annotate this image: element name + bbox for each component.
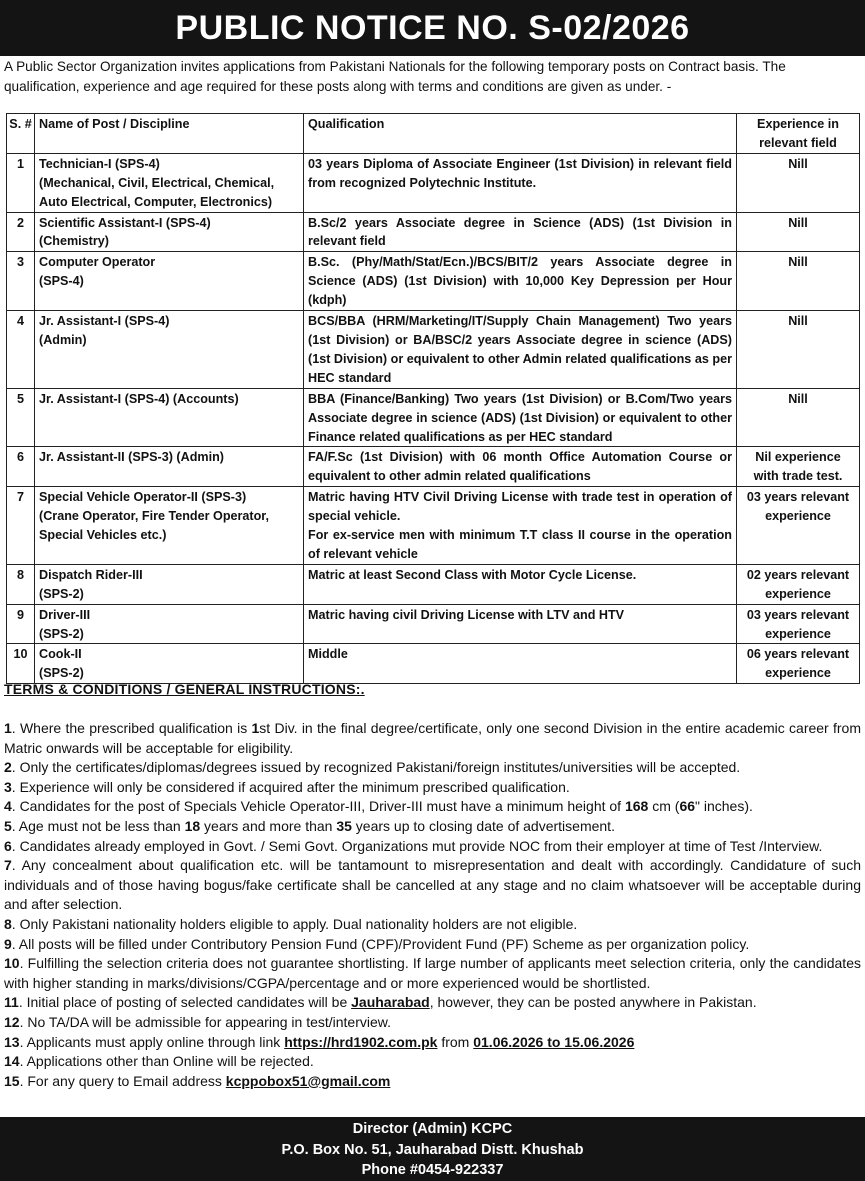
term-text: . Applications other than Online will be rejected.	[19, 1053, 314, 1070]
table-row	[7, 604, 860, 644]
term-number: 11	[4, 994, 19, 1011]
row-qualification	[304, 388, 737, 447]
table-row	[7, 212, 860, 252]
table-row	[7, 644, 860, 684]
post-line: Jr. Assistant-I (SPS-4) (Accounts)	[39, 391, 239, 406]
term-item	[4, 1013, 861, 1033]
row-experience: Nill	[737, 388, 860, 447]
term-text: from	[437, 1033, 474, 1050]
row-post	[35, 252, 304, 311]
footer-address: P.O. Box No. 51, Jauharabad Distt. Khushab	[281, 1141, 584, 1158]
row-experience: Nill	[737, 311, 860, 389]
row-post	[35, 311, 304, 389]
term-item	[4, 837, 861, 857]
term-text: years up to closing date of advertisement.	[351, 817, 615, 834]
term-emphasis: 18	[184, 817, 201, 834]
term-item	[4, 719, 861, 758]
table-row	[7, 447, 860, 487]
row-experience: Nill	[737, 153, 860, 212]
row-sno: 4	[7, 311, 35, 389]
row-sno: 3	[7, 252, 35, 311]
footer-designation: Director (Admin) KCPC	[352, 1121, 513, 1137]
table-header-row	[7, 114, 860, 154]
row-experience: 06 years relevant experience	[737, 644, 860, 684]
term-item	[4, 915, 861, 935]
row-qualification	[304, 153, 737, 212]
footer-contact	[0, 1117, 865, 1181]
qualification-line: B.Sc. (Phy/Math/Stat/Ecn.)/BCS/BIT/2 years Associate degree in Science (ADS) (1st Division) with 10,000 Key Depression per Hour (kdph)	[308, 255, 732, 308]
qualification-line: B.Sc/2 years Associate degree in Science (ADS) (1st Division in relevant field	[308, 215, 732, 249]
post-line: Dispatch Rider-III	[39, 567, 143, 582]
term-text: . Age must not be less than	[11, 817, 185, 834]
table-row	[7, 252, 860, 311]
row-sno: 1	[7, 153, 35, 212]
qualification-line: FA/F.Sc (1st Division) with 06 month Office Automation Course or equivalent to other admin related qualifications	[308, 450, 732, 484]
term-underlined: 01.06.2026 to 15.06.2026	[473, 1033, 635, 1050]
post-line: (SPS-2)	[39, 586, 84, 601]
row-qualification	[304, 604, 737, 644]
qualification-line: Matric having HTV Civil Driving License with trade test in operation of special vehicle.	[308, 490, 732, 524]
term-number: 3	[4, 778, 12, 795]
row-post	[35, 388, 304, 447]
row-sno: 7	[7, 487, 35, 565]
intro-paragraph: A Public Sector Organization invites applications from Pakistani Nationals for the following temporary posts on Contract basis. The qualification, experience and age required for these posts along with terms and conditions are given as under. -	[4, 59, 786, 94]
qualification-line: Matric having civil Driving License with LTV and HTV	[308, 607, 625, 622]
qualification-line: BCS/BBA (HRM/Marketing/IT/Supply Chain Management) Two years (1st Division) or BA/BSC/2 years Associate degree in science (ADS) (1st Division) or equivalent to other Admin related qualifications as per HEC standard	[308, 314, 732, 385]
qualification-line: Middle	[308, 647, 348, 662]
notice-title: PUBLIC NOTICE NO. S-02/2026	[0, 0, 865, 56]
term-text: . Initial place of posting of selected candidates will be	[18, 994, 352, 1011]
post-line: Cook-II	[39, 647, 82, 662]
post-line: (Chemistry)	[39, 234, 109, 249]
post-line: Scientific Assistant-I (SPS-4)	[39, 215, 211, 230]
row-post	[35, 487, 304, 565]
post-line: (SPS-2)	[39, 666, 84, 681]
footer-phone: Phone #0454-922337	[361, 1162, 504, 1178]
term-text: . Candidates for the post of Specials Vehicle Operator-III, Driver-III must have a minimum height of	[11, 798, 625, 815]
row-experience: 03 years relevant experience	[737, 487, 860, 565]
row-sno: 6	[7, 447, 35, 487]
row-sno: 8	[7, 564, 35, 604]
term-underlined: Jauharabad	[351, 994, 430, 1011]
term-text: . Where the prescribed qualification is	[11, 720, 252, 736]
row-experience: Nill	[737, 212, 860, 252]
posts-table	[6, 113, 860, 684]
row-qualification	[304, 487, 737, 565]
post-line: (Mechanical, Civil, Electrical, Chemical, Auto Electrical, Computer, Electronics)	[39, 175, 275, 209]
table-row	[7, 311, 860, 389]
term-number: 13	[4, 1033, 20, 1050]
term-emphasis: 35	[336, 817, 352, 834]
post-line: Special Vehicle Operator-II (SPS-3)	[39, 490, 247, 505]
row-post	[35, 564, 304, 604]
term-number: 2	[4, 759, 12, 776]
term-item	[4, 778, 861, 798]
row-experience: Nil experience with trade test.	[737, 447, 860, 487]
row-sno: 9	[7, 604, 35, 644]
term-text: . Applicants must apply online through link	[19, 1033, 285, 1050]
term-number: 6	[4, 837, 12, 854]
post-line: (SPS-2)	[39, 626, 84, 641]
term-number: 5	[4, 817, 12, 834]
term-number: 12	[4, 1013, 20, 1030]
term-number: 4	[4, 798, 12, 815]
row-sno: 5	[7, 388, 35, 447]
term-text: . All posts will be filled under Contributory Pension Fund (CPF)/Provident Fund (PF) Scheme as per organization policy.	[11, 935, 750, 952]
term-number: 8	[4, 915, 12, 932]
term-emphasis: 168	[624, 798, 649, 815]
term-number: 7	[4, 857, 12, 874]
table-row	[7, 153, 860, 212]
header-experience: Experience in relevant field	[737, 114, 860, 154]
row-sno: 2	[7, 212, 35, 252]
term-text: . Experience will only be considered if acquired after the minimum prescribed qualification.	[11, 778, 570, 795]
term-text: st Div. in the final degree/certificate, only one second Division in the entire academic career from Matric onwards will be acceptable for eligibility.	[4, 720, 861, 756]
term-text: . For any query to Email address	[19, 1072, 226, 1089]
term-text: cm (	[648, 798, 680, 815]
row-qualification	[304, 252, 737, 311]
term-text: " inches).	[695, 798, 753, 815]
posts-table-body	[7, 153, 860, 683]
term-text: . Only the certificates/diplomas/degrees issued by recognized Pakistani/foreign institutes/universities will be accepted.	[11, 759, 741, 776]
term-item	[4, 993, 861, 1013]
row-experience: 02 years relevant experience	[737, 564, 860, 604]
post-line: (Admin)	[39, 332, 87, 347]
term-number: 10	[4, 955, 20, 972]
row-qualification	[304, 564, 737, 604]
term-item	[4, 935, 861, 955]
row-post	[35, 212, 304, 252]
term-text: . Candidates already employed in Govt. / Semi Govt. Organizations mut provide NOC from their employer at time of Test /Interview.	[11, 837, 823, 854]
term-number: 14	[4, 1053, 20, 1070]
row-experience: 03 years relevant experience	[737, 604, 860, 644]
term-number: 15	[4, 1072, 20, 1089]
row-post	[35, 644, 304, 684]
term-item	[4, 1033, 861, 1053]
header-post: Name of Post / Discipline	[35, 114, 304, 154]
qualification-line: BBA (Finance/Banking) Two years (1st Division) or B.Com/Two years Associate degree in science (ADS) (1st Division) or equivalent to other Finance related qualifications as per HEC standard	[308, 391, 732, 444]
row-qualification	[304, 311, 737, 389]
term-item	[4, 817, 861, 837]
post-line: Driver-III	[39, 607, 91, 622]
post-line: Technician-I (SPS-4)	[39, 156, 160, 171]
terms-title: TERMS & CONDITIONS / GENERAL INSTRUCTIONS:.	[4, 681, 365, 697]
row-post	[35, 604, 304, 644]
row-qualification	[304, 447, 737, 487]
row-post	[35, 153, 304, 212]
term-text: years and more than	[200, 817, 337, 834]
post-line: Computer Operator	[39, 255, 156, 270]
header-sno: S. #	[7, 114, 35, 154]
term-number: 1	[4, 720, 12, 736]
term-underlined: https://hrd1902.com.pk	[284, 1033, 438, 1050]
post-line: Jr. Assistant-II (SPS-3) (Admin)	[39, 450, 224, 465]
term-emphasis: 1	[251, 720, 260, 736]
table-row	[7, 487, 860, 565]
term-text: . Any concealment about qualification etc. will be tantamount to misrepresentation and dealt with accordingly. Candidature of such individuals and of those having bogus/fake certificate shall be cancelled at any stage and no claim whatsoever will be acceptable during and after selection.	[4, 857, 861, 913]
term-item	[4, 954, 861, 993]
term-text: . No TA/DA will be admissible for appearing in test/interview.	[19, 1013, 392, 1030]
term-text: , however, they can be posted anywhere in Pakistan.	[429, 994, 757, 1011]
table-row	[7, 564, 860, 604]
row-sno: 10	[7, 644, 35, 684]
term-item	[4, 1072, 861, 1092]
term-emphasis: 66	[679, 798, 696, 815]
term-item	[4, 856, 861, 915]
qualification-line: Matric at least Second Class with Motor Cycle License.	[308, 567, 637, 582]
qualification-line: 03 years Diploma of Associate Engineer (1st Division) in relevant field from recognized Polytechnic Institute.	[308, 156, 732, 190]
header-qualification: Qualification	[304, 114, 737, 154]
row-post	[35, 447, 304, 487]
row-qualification	[304, 212, 737, 252]
post-line: (SPS-4)	[39, 274, 84, 289]
qualification-line: For ex-service men with minimum T.T class II course in the operation of relevant vehicle	[308, 528, 732, 561]
table-row	[7, 388, 860, 447]
term-item	[4, 758, 861, 778]
term-text: . Fulfilling the selection criteria does not guarantee shortlisting. If large number of applicants meet selection criteria, only the candidates with higher standing in marks/divisions/CGPA/percentage and or more experienced would be shortlisted.	[4, 955, 861, 991]
term-number: 9	[4, 935, 12, 952]
post-line: (Crane Operator, Fire Tender Operator, Special Vehicles etc.)	[39, 509, 270, 543]
row-qualification	[304, 644, 737, 684]
term-item	[4, 797, 861, 817]
row-experience: Nill	[737, 252, 860, 311]
term-text: . Only Pakistani nationality holders eligible to apply. Dual nationality holders are not eligible.	[11, 915, 578, 932]
terms-list	[4, 719, 861, 1091]
term-item	[4, 1052, 861, 1072]
term-underlined: kcppobox51@gmail.com	[225, 1072, 391, 1089]
post-line: Jr. Assistant-I (SPS-4)	[39, 314, 170, 329]
